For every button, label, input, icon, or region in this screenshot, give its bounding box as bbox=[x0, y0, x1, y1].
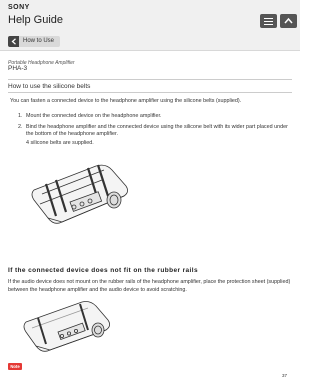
divider bbox=[8, 92, 292, 93]
back-to-top-button[interactable] bbox=[280, 14, 297, 28]
chevron-up-icon bbox=[284, 17, 293, 25]
step-text: Bind the headphone amplifier and the connected device using the silicone belt with its wider part placed under the bottom of the headphone amplifier. bbox=[26, 124, 288, 138]
list-menu-button[interactable] bbox=[260, 14, 277, 28]
section-text: If the audio device does not mount on the rubber rails of the headphone amplifier, place the protection sheet (supplied) between the headphone amplifier and the audio device to avoid scratching. bbox=[8, 279, 291, 293]
brand-logo: SONY bbox=[8, 4, 30, 11]
page-title: How to use the silicone belts bbox=[8, 83, 91, 90]
amplifier-with-belts-illustration bbox=[26, 160, 134, 232]
protection-sheet-illustration bbox=[20, 298, 116, 356]
model-name: PHA-3 bbox=[8, 65, 28, 72]
intro-text: You can fasten a connected device to the headphone amplifier using the silicone belts (supplied). bbox=[10, 98, 242, 104]
list-menu-icon-line bbox=[264, 21, 273, 23]
step-item bbox=[18, 124, 298, 150]
note-badge: Note bbox=[8, 363, 22, 370]
page-number: 37 bbox=[282, 373, 288, 378]
header-bar bbox=[0, 0, 300, 51]
product-category: Portable Headphone Amplifier bbox=[8, 60, 75, 66]
help-guide-title: Help Guide bbox=[8, 14, 64, 26]
step-text: Mount the connected device on the headphone amplifier. bbox=[26, 113, 162, 119]
step-number: 1. bbox=[18, 113, 23, 119]
breadcrumb-label: How to Use bbox=[19, 36, 60, 47]
list-menu-icon-line bbox=[264, 24, 273, 26]
step-number: 2. bbox=[18, 124, 23, 130]
section-heading: If the connected device does not fit on the rubber rails bbox=[8, 267, 198, 274]
list-menu-icon bbox=[264, 18, 273, 20]
divider bbox=[8, 79, 292, 80]
chevron-left-icon bbox=[8, 36, 19, 47]
step-note: 4 silicone belts are supplied. bbox=[26, 140, 94, 146]
breadcrumb-back[interactable] bbox=[8, 36, 60, 47]
step-item bbox=[18, 113, 298, 121]
